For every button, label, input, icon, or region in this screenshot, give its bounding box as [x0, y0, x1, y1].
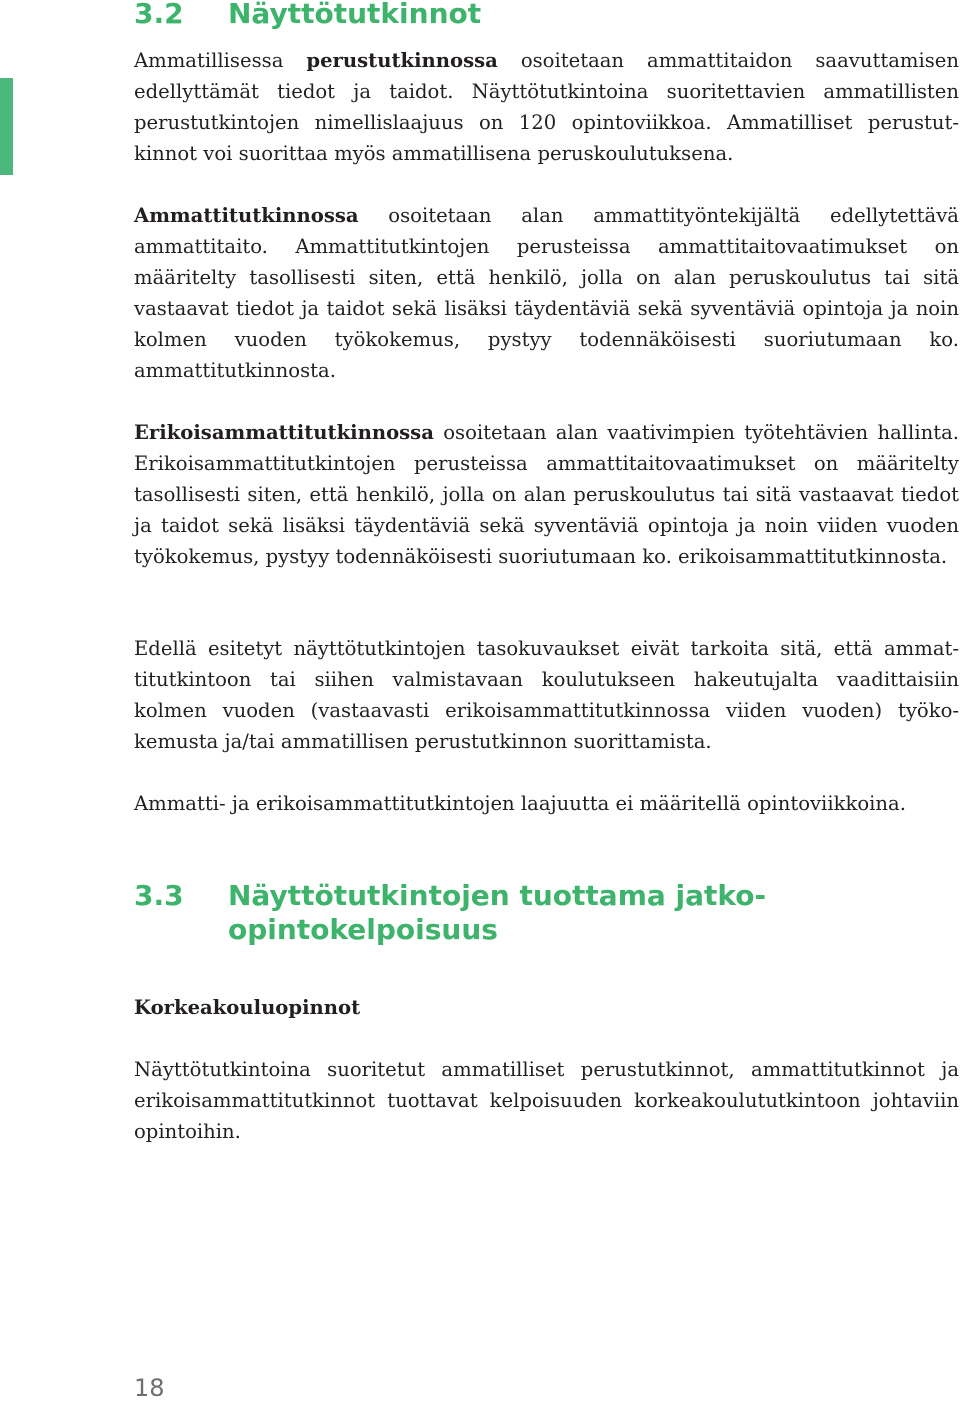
section-number: 3.2 — [134, 0, 184, 30]
section-title: Näyttötutkintojen tuottama jatkoopintokelpoisuus — [228, 879, 767, 946]
paragraph-perustutkinto — [134, 45, 959, 169]
section-title: Näyttötutkinnot — [228, 0, 482, 30]
paragraph-erikoisammattitutkinto — [134, 417, 959, 572]
bold-term: Erikoisammattitutkinnossa — [134, 421, 434, 444]
side-accent-bar — [0, 78, 13, 175]
section-heading-3-3 — [134, 879, 814, 947]
bold-term: perustutkinnossa — [306, 49, 498, 72]
paragraph-text: osoitetaan alan vaativimpien työtehtävien hallinta. Erikoisammattitutkintojen perusteissa ammattitaitovaatimukset on määritelty tasollisesti siten, että henkilö, jolla on alan peruskoulutus tai sitä vastaavat tiedot ja taidot sekä lisäksi täydentäviä sekä syventäviä opintoja ja noin viiden vuoden työkokemus, pystyy todennäköisesti suoriutumaan ko. erikoisammattitutkinnosta. — [134, 421, 959, 568]
page-number: 18 — [134, 1374, 165, 1402]
section-heading-3-2 — [134, 0, 834, 31]
paragraph-laajuus: Ammatti- ja erikoisammattitutkintojen laajuutta ei määritellä opintoviikkoina. — [134, 792, 906, 815]
paragraph-jatko-opinnot: Näyttötutkintoina suoritetut ammatilliset perustutkinnot, ammattitutkinnot ja erikoisammattitutkinnot tuottavat kelpoisuuden korkeakoulututkintoon johtaviin opintoihin. — [134, 1058, 959, 1143]
subheading-korkeakouluopinnot: Korkeakouluopinnot — [134, 996, 361, 1019]
paragraph-text: osoitetaan ammattitaidon saavuttamisen edellyttämät tiedot ja taidot. Näyttötutkintoina suoritettavien ammatillisten perustutkintojen nimellislaajuus on 120 opintoviikkoa. Ammatilliset perustutkinnot voi suorittaa myös ammatillisena peruskoulutuksena. — [134, 49, 959, 165]
bold-term: Ammattitutkinnossa — [134, 204, 359, 227]
paragraph-text: osoitetaan alan ammattityöntekijältä edellytettävä ammattitaito. Ammattitutkintojen perusteissa ammattitaitovaatimukset on määritelty tasollisesti siten, että henkilö, jolla on alan peruskoulutus tai sitä vastaavat tiedot ja taidot sekä lisäksi täydentäviä sekä syventäviä opintoja ja noin kolmen vuoden työkokemus, pystyy todennäköisesti suoriutumaan ko. ammattitutkinnosta. — [134, 204, 959, 382]
paragraph-ammattitutkinto — [134, 200, 959, 386]
paragraph-text: Ammatillisessa — [134, 49, 307, 72]
paragraph-tasokuvaukset: Edellä esitetyt näyttötutkintojen tasokuvaukset eivät tarkoita sitä, että ammattitutkintoon tai siihen valmistavaan koulutukseen hakeutujalta vaadittaisiin kolmen vuoden (vastaavasti erikoisammattitutkinnossa viiden vuoden) työkokemusta ja/tai ammatillisen perustutkinnon suorittamista. — [134, 637, 959, 753]
section-number: 3.3 — [134, 879, 184, 912]
